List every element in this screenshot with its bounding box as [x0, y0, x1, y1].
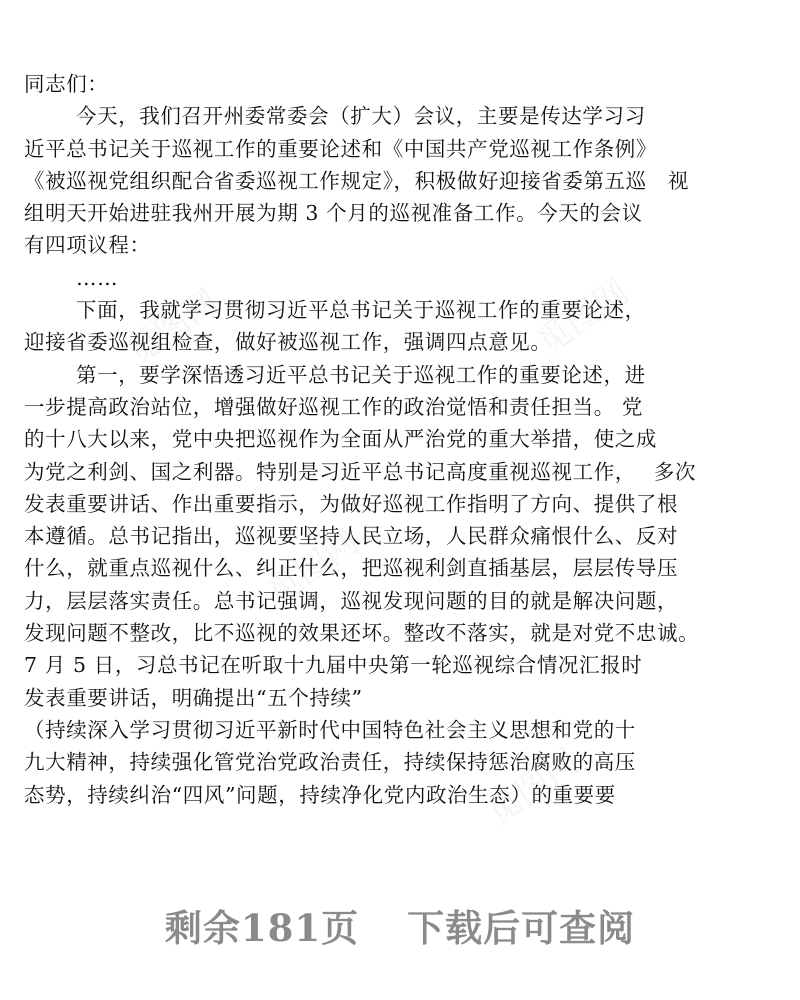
paragraph-line: 一步提高政治站位，增强做好巡视工作的政治觉悟和责任担当。 党: [24, 394, 644, 419]
watermark: 觅图网: [479, 741, 587, 834]
cropped-heading-line: [120, 0, 680, 10]
paragraph-line: 力，层层落实责任。总书记强调，巡视发现问题的目的就是解决问题，: [24, 588, 679, 613]
paragraph-line: 下面，我就学习贯彻习近平总书记关于巡视工作的重要论述，: [76, 298, 646, 323]
paragraph-line: 7 月 5 日，习总书记在听取十九届中央第一轮巡视综合情况汇报时: [24, 653, 643, 678]
paragraph-line: 有四项议程：: [24, 233, 151, 258]
paragraph-line: 为党之利剑、国之利器。特别是习近平总书记高度重视巡视工作， 多次: [24, 459, 697, 484]
paragraph-line: 态势，持续纠治“四风”问题，持续净化党内政治生态）的重要要: [24, 782, 616, 807]
download-prompt-banner[interactable]: [0, 898, 800, 952]
paragraph-line: 发表重要讲话，明确提出“五个持续”: [24, 685, 363, 710]
paragraph-line: 九大精神，持续强化管党治党政治责任，持续保持惩治腐败的高压: [24, 750, 636, 775]
remaining-pages-text: 剩余181页: [164, 906, 360, 950]
paragraph-line: 迎接省委巡视组检查，做好被巡视工作，强调四点意见。: [24, 330, 552, 355]
paragraph-line: 近平总书记关于巡视工作的重要论述和《中国共产党巡视工作条例》: [24, 136, 657, 161]
paragraph-line: 第一，要学深悟透习近平总书记关于巡视工作的重要论述，进: [76, 362, 646, 387]
watermark: 觅图网: [529, 271, 637, 364]
paragraph-line: 组明天开始进驻我州开展为期 3 个月的巡视准备工作。今天的会议: [24, 201, 643, 226]
paragraph-line: （持续深入学习贯彻习近平新时代中国特色社会主义思想和党的十: [24, 717, 636, 742]
paragraph-line: 什么，就重点巡视什么、纠正什么，把巡视利剑直插基层，层层传导压: [24, 556, 679, 581]
watermark: 觅图网: [259, 521, 367, 614]
document-body: [24, 68, 784, 811]
ellipsis-line: ……: [76, 265, 119, 290]
paragraph-line: 发现问题不整改，比不巡视的效果还坏。整改不落实，就是对党不忠诚。: [24, 621, 700, 646]
paragraph-line: 的十八大以来，党中央把巡视作为全面从严治党的重大举措，使之成: [24, 427, 657, 452]
paragraph-line: 本遵循。总书记指出，巡视要坚持人民立场，人民群众痛恨什么、反对: [24, 524, 679, 549]
paragraph-line: 发表重要讲话、作出重要指示，为做好巡视工作指明了方向、提供了根: [24, 491, 679, 516]
paragraph-line: 《被巡视党组织配合省委巡视工作规定》，积极做好迎接省委第五巡 视: [24, 168, 689, 193]
watermark: 觅图网: [119, 281, 227, 374]
salutation: 同志们：: [24, 72, 109, 96]
download-to-view-text[interactable]: 下载后可查阅: [407, 906, 636, 950]
paragraph-line: 今天，我们召开州委常委会（扩大）会议，主要是传达学习习: [76, 104, 646, 129]
